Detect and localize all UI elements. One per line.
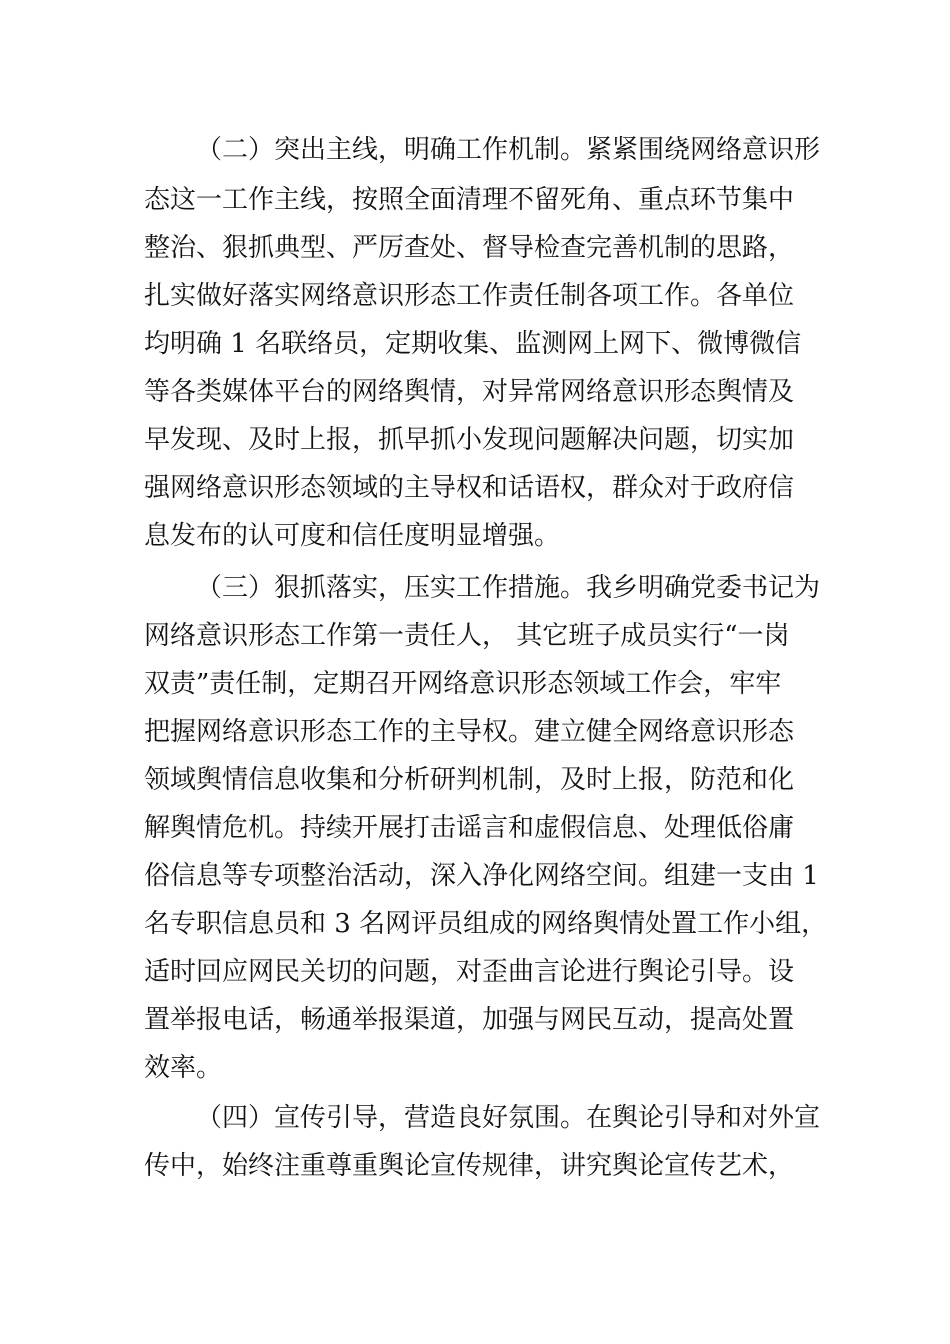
paragraph-3-line-11: 效率。 [144,1053,223,1083]
paragraph-2-line-3: 整治、狠抓典型、严厉查处、督导检查完善机制的思路， [144,233,795,263]
paragraph-3-line-8: 名专职信息员和 3 名网评员组成的网络舆情处置工作小组， [144,909,828,939]
paragraph-2-line-1: （二）突出主线，明确工作机制。紧紧围绕网络意识形 [196,135,821,165]
paragraph-4-line-1: （四）宣传引导，营造良好氛围。在舆论引导和对外宣 [196,1103,821,1133]
paragraph-2-line-8: 强网络意识形态领域的主导权和话语权，群众对于政府信 [144,473,795,503]
paragraph-2-line-7: 早发现、及时上报，抓早抓小发现问题解决问题，切实加 [144,425,795,455]
paragraph-3-line-10: 置举报电话，畅通举报渠道，加强与网民互动，提高处置 [144,1005,795,1035]
paragraph-3-line-6: 解舆情危机。持续开展打击谣言和虚假信息、处理低俗庸 [144,813,795,843]
paragraph-3-line-3: 双责”责任制，定期召开网络意识形态领域工作会，牢牢 [144,669,782,699]
paragraph-3-line-9: 适时回应网民关切的问题，对歪曲言论进行舆论引导。设 [144,957,795,987]
paragraph-3-line-1: （三）狠抓落实，压实工作措施。我乡明确党委书记为 [196,573,821,603]
paragraph-2-line-2: 态这一工作主线，按照全面清理不留死角、重点环节集中 [144,185,795,215]
paragraph-3-line-2: 网络意识形态工作第一责任人， 其它班子成员实行“一岗 [144,621,790,651]
paragraph-4-line-2: 传中，始终注重尊重舆论宣传规律，讲究舆论宣传艺术， [144,1151,795,1181]
paragraph-2-line-6: 等各类媒体平台的网络舆情，对异常网络意识形态舆情及 [144,377,795,407]
paragraph-2-line-4: 扎实做好落实网络意识形态工作责任制各项工作。各单位 [144,281,795,311]
paragraph-3-line-7: 俗信息等专项整治活动，深入净化网络空间。组建一支由 1 [144,861,819,891]
paragraph-2-line-5: 均明确 1 名联络员，定期收集、监测网上网下、微博微信 [144,329,802,359]
paragraph-3-line-4: 把握网络意识形态工作的主导权。建立健全网络意识形态 [144,717,795,747]
paragraph-3-line-5: 领域舆情信息收集和分析研判机制，及时上报，防范和化 [144,765,795,795]
paragraph-2-line-9: 息发布的认可度和信任度明显增强。 [144,521,561,551]
